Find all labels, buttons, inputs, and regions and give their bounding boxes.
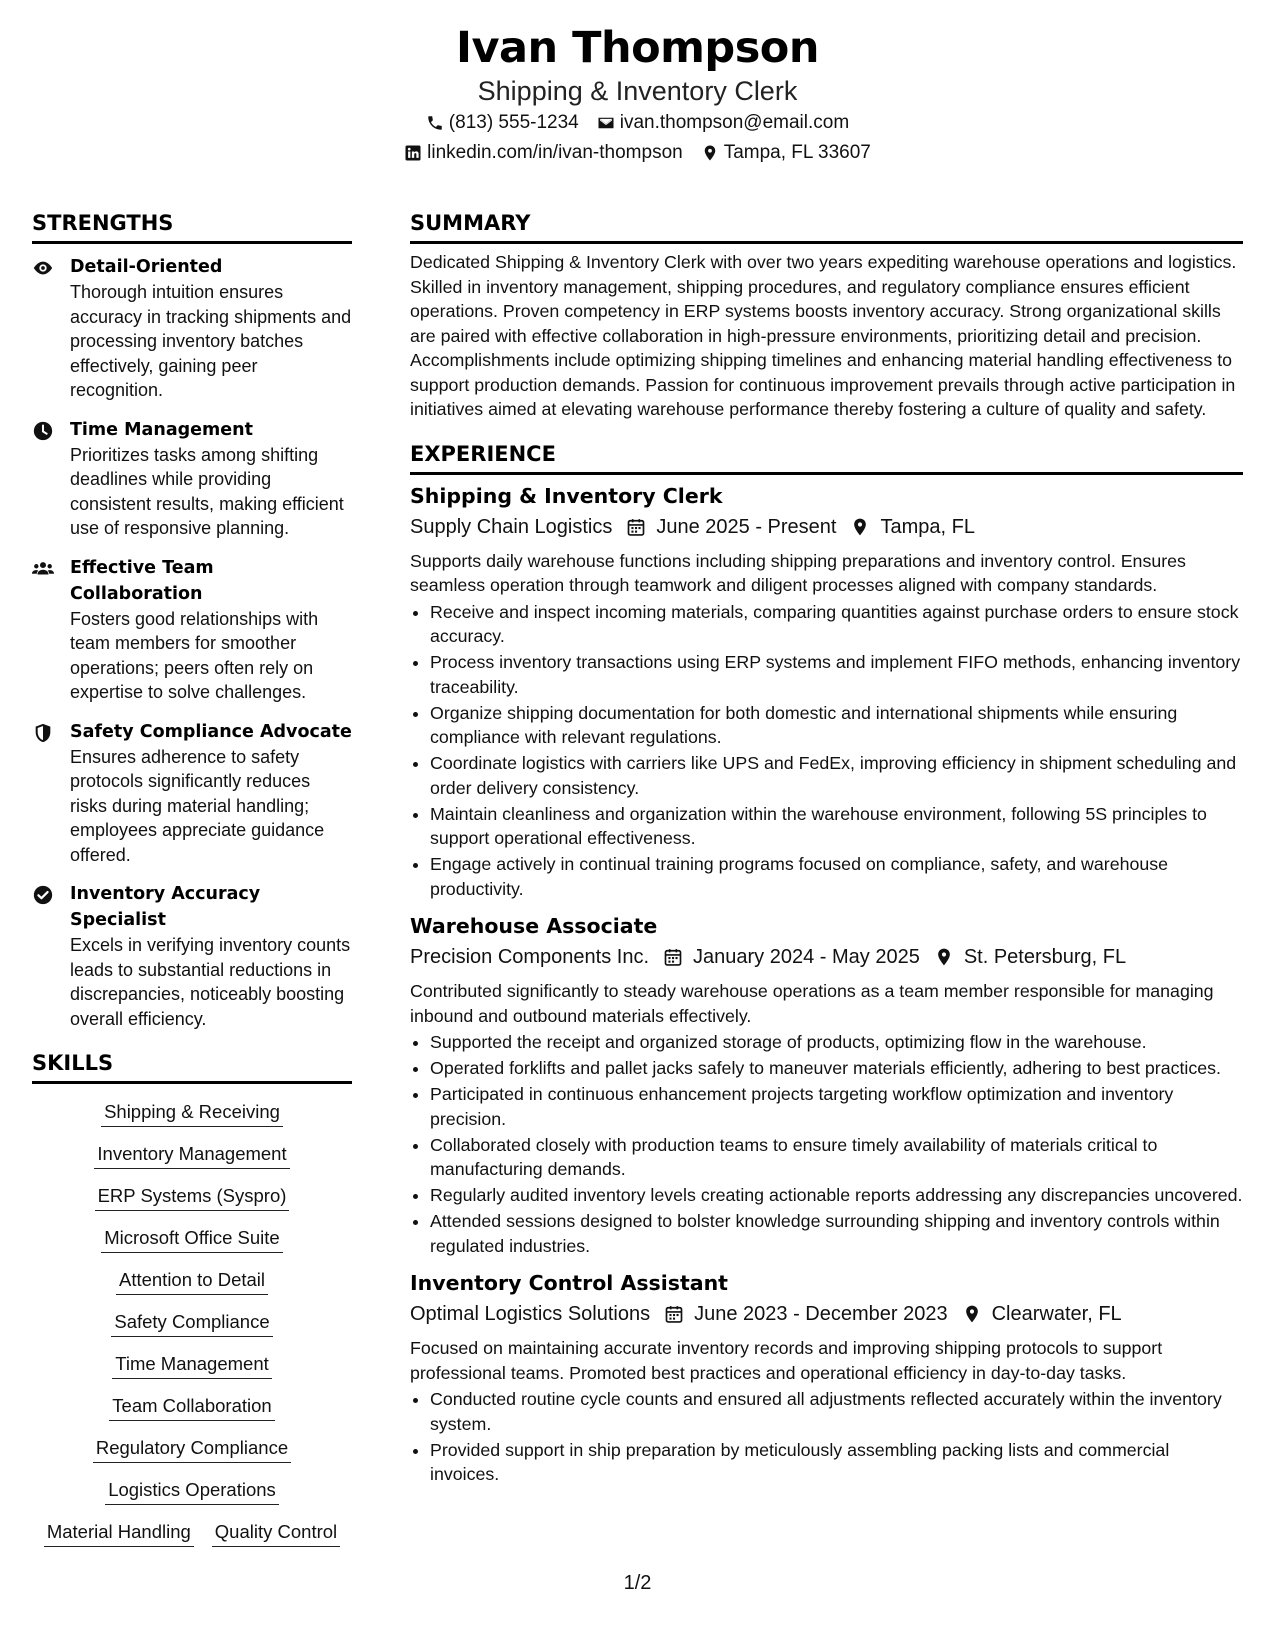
contact-row-1 [0, 108, 1275, 138]
skill-tag: Regulatory Compliance [93, 1434, 291, 1463]
skill-tag: Shipping & Receiving [101, 1098, 283, 1127]
email-contact[interactable] [597, 108, 849, 138]
shield-icon [32, 722, 54, 744]
skill-tag: Microsoft Office Suite [101, 1224, 282, 1253]
strength-item [32, 254, 352, 403]
calendar-icon [626, 517, 646, 537]
calendar-icon [664, 1304, 684, 1324]
left-column [32, 205, 352, 1560]
phone-contact [426, 108, 579, 138]
list-item: • Conducted routine cycle counts and ensured all adjustments reflected accurately within the inventory system. [430, 1387, 1243, 1436]
job-bullets [410, 1030, 1243, 1258]
resume-header [0, 20, 1275, 168]
location-contact [701, 138, 871, 168]
job-dates: June 2023 - December 2023 [694, 1303, 948, 1325]
skill-tag: Quality Control [212, 1518, 340, 1547]
map-pin-icon [934, 947, 954, 967]
skill-tag: Attention to Detail [116, 1266, 268, 1295]
skill-tag: Time Management [112, 1350, 272, 1379]
skill-tag: Material Handling [44, 1518, 194, 1547]
skill-tag: Logistics Operations [105, 1476, 279, 1505]
job-company: Supply Chain Logistics [410, 515, 613, 538]
location-text: Tampa, FL 33607 [723, 142, 871, 163]
strength-desc: Excels in verifying inventory counts leads to substantial reductions in discrepancies, noticeably boosting overall efficiency. [70, 935, 351, 1029]
strength-title: Safety Compliance Advocate [70, 721, 352, 742]
users-icon [32, 558, 54, 580]
list-item: • Collaborated closely with production teams to ensure timely availability of materials critical to manufacturing demands. [430, 1133, 1243, 1182]
map-pin-icon [850, 517, 870, 537]
envelope-icon [597, 114, 615, 132]
job-company: Optimal Logistics Solutions [410, 1303, 651, 1325]
strength-title: Inventory Accuracy Specialist [70, 884, 261, 930]
list-item: • Operated forklifts and pallet jacks safely to maneuver materials efficiently, adhering to best practices. [430, 1056, 1243, 1081]
strength-item [32, 881, 352, 1031]
list-item: • Supported the receipt and organized storage of products, optimizing flow in the warehouse. [430, 1030, 1243, 1055]
list-item: • Receive and inspect incoming materials, comparing quantities against purchase orders to ensure stock accuracy. [430, 600, 1243, 649]
phone-icon [426, 114, 444, 132]
list-item: • Provided support in ship preparation by meticulously assembling packing lists and commercial invoices. [430, 1438, 1243, 1487]
skill-tag: Team Collaboration [109, 1392, 274, 1421]
job-dates: January 2024 - May 2025 [693, 946, 920, 968]
list-item: • Engage actively in continual training programs focused on compliance, safety, and warehouse productivity. [430, 852, 1243, 901]
job-meta [410, 511, 1243, 543]
job-title: Warehouse Associate [410, 914, 658, 938]
strengths-heading: STRENGTHS [32, 205, 352, 244]
list-item: • Process inventory transactions using ERP systems and implement FIFO methods, enhancing inventory traceability. [430, 650, 1243, 699]
candidate-title: Shipping & Inventory Clerk [477, 76, 798, 106]
linkedin-icon [404, 144, 422, 162]
job-company: Precision Components Inc. [410, 946, 650, 968]
job-description: Contributed significantly to steady warehouse operations as a team member responsible for managing inbound and outbound materials effectively. [410, 981, 1214, 1026]
skill-tag: Inventory Management [94, 1140, 289, 1169]
job-title: Inventory Control Assistant [410, 1271, 728, 1295]
phone-text: (813) 555-1234 [448, 112, 579, 133]
check-circle-icon [32, 884, 54, 906]
clock-icon [32, 420, 54, 442]
strength-item [32, 555, 352, 705]
eye-icon [32, 257, 54, 279]
job-bullets [410, 1387, 1243, 1487]
strength-desc: Fosters good relationships with team members for smoother operations; peers often rely on expertise to solve challenges. [70, 608, 319, 702]
strength-item [32, 719, 352, 868]
strength-desc: Prioritizes tasks among shifting deadlines while providing consistent results, making efficient use of responsive planning. [70, 444, 344, 538]
summary-heading: SUMMARY [410, 205, 1243, 244]
job-meta [410, 1298, 1243, 1330]
list-item: • Organize shipping documentation for both domestic and international shipments while ensuring compliance with relevant regulations. [430, 701, 1243, 750]
strength-item [32, 417, 352, 541]
skill-tag: ERP Systems (Syspro) [95, 1182, 290, 1211]
job-location: St. Petersburg, FL [963, 946, 1127, 968]
experience-heading: EXPERIENCE [410, 436, 1243, 475]
job-description: Focused on maintaining accurate inventory records and improving shipping protocols to support professional teams. Promoted best practices and operational efficiency in day-to-day tasks. [410, 1338, 1163, 1383]
strength-title: Time Management [70, 419, 253, 440]
job-dates: June 2025 - Present [656, 515, 837, 538]
list-item: • Attended sessions designed to bolster knowledge surrounding shipping and inventory controls within regulated industries. [430, 1209, 1243, 1258]
job-entry [410, 1268, 1243, 1487]
list-item: • Maintain cleanliness and organization within the warehouse environment, following 5S principles to support operational effectiveness. [430, 802, 1243, 851]
skill-tag: Safety Compliance [111, 1308, 272, 1337]
strength-desc: Thorough intuition ensures accuracy in tracking shipments and processing inventory batches effectively, gaining peer recognition. [70, 282, 352, 400]
calendar-icon [663, 947, 683, 967]
list-item: • Participated in continuous enhancement projects targeting workflow optimization and inventory precision. [430, 1082, 1243, 1131]
job-location: Tampa, FL [880, 515, 975, 538]
list-item: • Regularly audited inventory levels creating actionable reports addressing any discrepancies uncovered. [430, 1183, 1243, 1208]
strength-title: Detail-Oriented [70, 257, 223, 277]
page-number: 1/2 [623, 1572, 652, 1594]
summary-text: Dedicated Shipping & Inventory Clerk with over two years expediting warehouse operations and logistics. Skilled in inventory management, shipping procedures, and regulatory compliance ensures efficient operations. Proven competency in ERP systems boosts inventory accuracy. Strong organizational skills are paired with effective collaboration in high-pressure environments, prioritizing detail and precision. Accomplishments include optimizing shipping timelines and enhancing material handling effectiveness to support production demands. Passion for continuous improvement prevails through active participation in initiatives aimed at elevating warehouse performance thereby fostering a culture of quality and safety. [410, 252, 1237, 419]
contact-row-2 [0, 138, 1275, 168]
job-location: Clearwater, FL [991, 1303, 1122, 1325]
job-meta [410, 941, 1243, 973]
job-description: Supports daily warehouse functions including shipping preparations and inventory control. Ensures seamless operation through teamwork and diligent processes aligned with company standards. [410, 550, 1186, 595]
job-title: Shipping & Inventory Clerk [410, 483, 723, 508]
candidate-name: Ivan Thompson [456, 23, 819, 73]
map-pin-icon [701, 144, 719, 162]
map-pin-icon [962, 1304, 982, 1324]
strength-title: Effective Team Collaboration [70, 557, 214, 604]
skills-heading: SKILLS [32, 1045, 352, 1084]
list-item: • Coordinate logistics with carriers like UPS and FedEx, improving efficiency in shipment scheduling and order delivery consistency. [430, 751, 1243, 800]
linkedin-text[interactable]: linkedin.com/in/ivan-thompson [427, 142, 683, 163]
skills-list [32, 1094, 352, 1547]
strength-desc: Ensures adherence to safety protocols significantly reduces risks during material handling; employees appreciate guidance offered. [70, 746, 325, 865]
email-text[interactable]: ivan.thompson@email.com [619, 112, 850, 133]
job-bullets [410, 600, 1243, 902]
linkedin-contact[interactable] [404, 138, 683, 168]
right-column [410, 205, 1243, 1497]
job-entry [410, 911, 1243, 1258]
job-entry [410, 481, 1243, 902]
